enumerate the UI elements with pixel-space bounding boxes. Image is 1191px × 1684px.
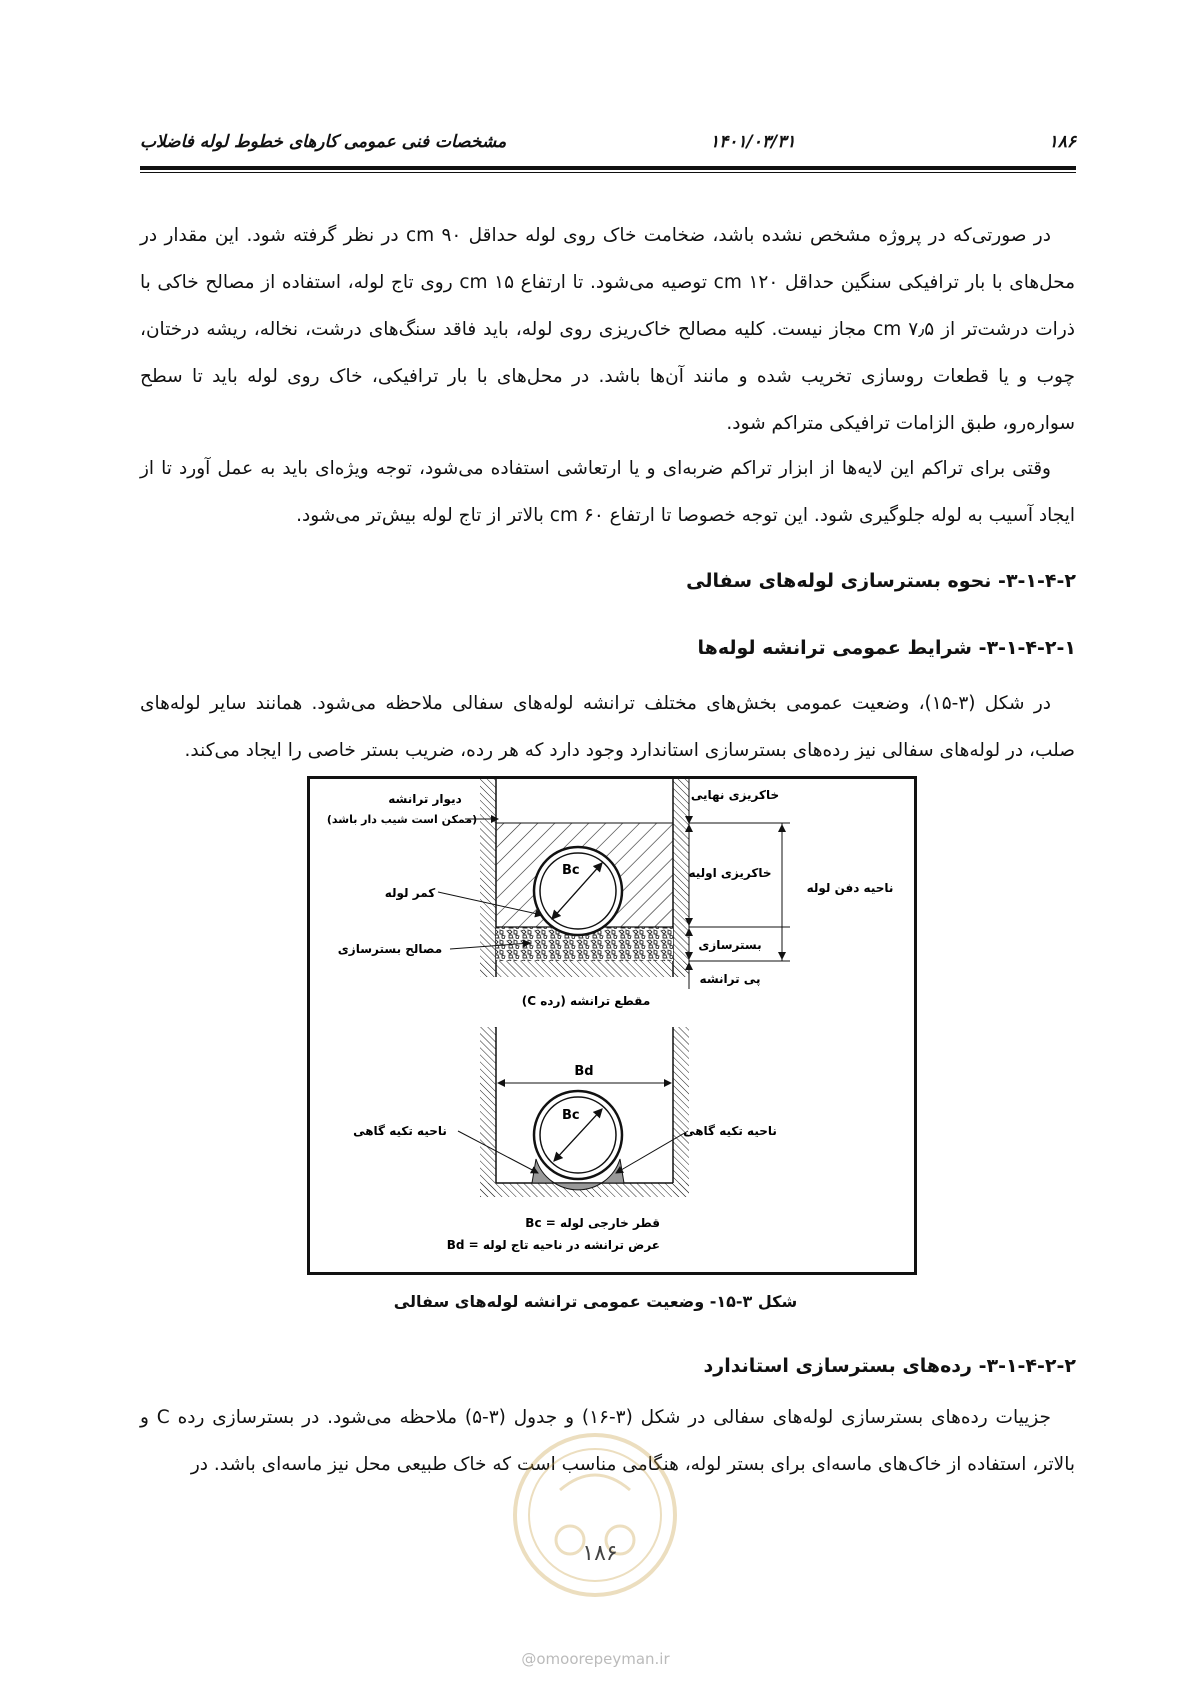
trench-wall-label: دیوار ترانشه <box>388 792 462 806</box>
paragraph-bedding-classes: جزییات رده‌های بسترسازی لوله‌های سفالی در شکل (۳-۱۶) و جدول (۳-۵) ملاحظه می‌شود. در بسترسازی رده C و بالاتر، استفاده از خاک‌های ماسه‌ای برای بستر لوله، هنگامی مناسب است که خاک طبیعی محل نیز ماسه‌ای باشد. در <box>140 1407 1075 1475</box>
bc-label-top: Bc <box>562 863 580 878</box>
footer-site: @omoorepeyman.ir <box>521 1650 670 1668</box>
legend-bc: Bc = قطر خارجی لوله <box>525 1216 660 1230</box>
trench-figure <box>307 776 917 1275</box>
bc-label-bottom: Bc <box>562 1108 580 1123</box>
figure-caption: شکل ۳-۱۵- وضعیت عمومی ترانشه لوله‌های سفالی <box>393 1292 798 1311</box>
trench-foundation-label: پی ترانشه <box>699 972 761 986</box>
trench-wall-note: (ممکن است شیب دار باشد) <box>326 813 478 826</box>
left-trench-wall <box>480 779 496 977</box>
header-page-number: ۱۸۶ <box>1048 132 1076 152</box>
paragraph-figure-intro: در شکل (۳-۱۵)، وضعیت عمومی بخش‌های مختلف ترانشه لوله‌های سفالی ملاحظه می‌شود. همانند سایر لوله‌های صلب، در لوله‌های سفالی نیز رده‌های بسترسازی استاندارد وجود دارد که هر رده، ضریب بستر خاصی را ایجاد می‌کند. <box>140 693 1075 761</box>
support-zone-label-left: ناحیه تکیه گاهی <box>353 1124 447 1138</box>
trench-diagram <box>310 779 914 1272</box>
header-rule-thin <box>140 172 1076 173</box>
lower-right-wall <box>673 1027 689 1197</box>
bedding-label: بسترسازی <box>698 938 762 952</box>
lower-left-wall <box>480 1027 496 1197</box>
haunch-label: کمر لوله <box>384 886 436 900</box>
section-heading-trench-conditions: ۳-۱-۴-۲-۱- شرایط عمومی ترانشه لوله‌ها <box>697 637 1076 659</box>
bd-label: Bd <box>574 1064 594 1079</box>
final-backfill-label: خاکریزی نهایی <box>690 788 780 802</box>
section-heading-bedding: ۳-۱-۴-۲- نحوه بسترسازی لوله‌های سفالی <box>686 570 1076 592</box>
header-title: مشخصات فنی عمومی کارهای خطوط لوله فاضلاب <box>140 132 507 152</box>
paragraph-compaction: وقتی برای تراکم این لایه‌ها از ابزار تراکم ضربه‌ای و یا ارتعاشی استفاده می‌شود، توجه ویژه‌ای باید به عمل آورد تا از ایجاد آسیب به لوله جلوگیری شود. این توجه خصوصا تا ارتفاع ۶۰ cm بالاتر از تاج لوله بیش‌تر می‌شود. <box>140 458 1075 526</box>
legend-bd: Bd = عرض ترانشه در ناحیه تاج لوله <box>446 1238 660 1252</box>
bedding-material-label: مصالح بسترسازی <box>337 942 443 956</box>
support-zone-label-right: ناحیه تکیه گاهی <box>683 1124 777 1138</box>
header-rule <box>140 166 1076 170</box>
paragraph-soil-cover: در صورتی‌که در پروژه مشخص نشده باشد، ضخامت خاک روی لوله حداقل ۹۰ cm در نظر گرفته شود. این مقدار در محل‌های با بار ترافیکی سنگین حداقل ۱۲۰ cm توصیه می‌شود. تا ارتفاع ۱۵ cm روی تاج لوله، استفاده از مصالح خاکی با ذرات درشت‌تر از ۷٫۵ cm مجاز نیست. کلیه مصالح خاک‌ریزی روی لوله، باید فاقد سنگ‌های درشت، نخاله، ریشه درختان، چوب و یا قطعات روسازی تخریب شده و مانند آن‌ها باشد. در محل‌های با بار ترافیکی، خاک روی لوله باید تا سطح سواره‌رو، طبق الزامات ترافیکی متراکم شود. <box>140 225 1075 434</box>
footer-page-number: ۱۸۶ <box>582 1541 618 1566</box>
section-heading-standard-bedding: ۳-۱-۴-۲-۲- رده‌های بسترسازی استاندارد <box>703 1355 1076 1377</box>
pipe-zone-label: ناحیه دفن لوله <box>806 881 894 895</box>
page-header <box>140 124 1076 160</box>
trench-foundation-hatch <box>480 961 689 977</box>
header-date: ۱۴۰۱/۰۳/۳۱ <box>710 132 796 152</box>
initial-backfill-label: خاکریزی اولیه <box>688 866 772 880</box>
watermark-seal <box>510 1430 680 1604</box>
section-label: مقطع ترانشه (رده C) <box>521 994 651 1008</box>
right-trench-wall <box>673 779 689 977</box>
